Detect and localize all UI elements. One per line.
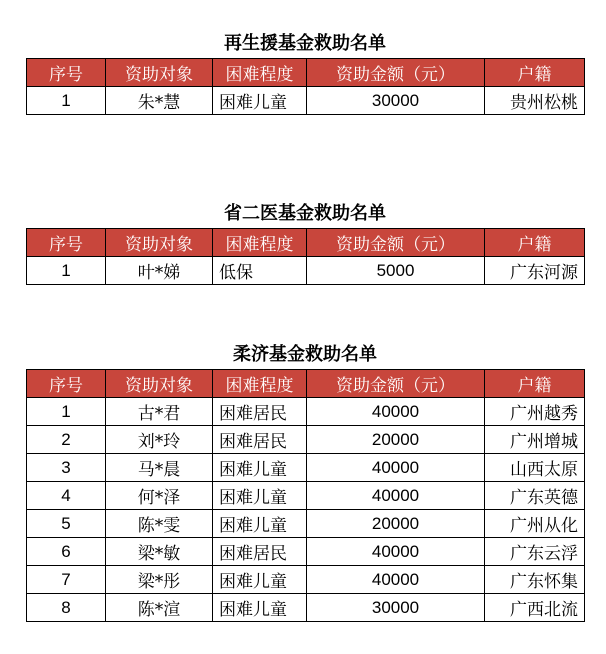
- row-number-cell: 6: [27, 538, 106, 566]
- column-header: 序号: [27, 59, 106, 87]
- column-header: 资助金额（元）: [307, 229, 485, 257]
- table-row: [27, 594, 585, 622]
- difficulty-level-cell: 困难居民: [213, 398, 307, 426]
- column-header: 资助金额（元）: [307, 370, 485, 398]
- aid-amount-cell: 5000: [307, 257, 485, 285]
- row-number-cell: 1: [27, 398, 106, 426]
- recipient-name-cell: 马*晨: [106, 454, 213, 482]
- column-header: 资助对象: [106, 370, 213, 398]
- table-row: [27, 482, 585, 510]
- hukou-cell: 广州从化: [485, 510, 585, 538]
- table-row: [27, 87, 585, 115]
- table-row: [27, 538, 585, 566]
- section-title: 柔济基金救助名单: [233, 344, 377, 365]
- recipient-name-cell: 何*泽: [106, 482, 213, 510]
- difficulty-level-cell: 困难居民: [213, 538, 307, 566]
- table-row: [27, 510, 585, 538]
- aid-amount-cell: 20000: [307, 510, 485, 538]
- aid-table: [26, 58, 585, 115]
- header-row: [27, 370, 585, 398]
- recipient-name-cell: 刘*玲: [106, 426, 213, 454]
- column-header: 困难程度: [213, 59, 307, 87]
- difficulty-level-cell: 困难居民: [213, 426, 307, 454]
- aid-amount-cell: 20000: [307, 426, 485, 454]
- difficulty-level-cell: 困难儿童: [213, 510, 307, 538]
- column-header: 资助对象: [106, 229, 213, 257]
- header-row: [27, 229, 585, 257]
- table-row: [27, 398, 585, 426]
- recipient-name-cell: 古*君: [106, 398, 213, 426]
- hukou-cell: 广东怀集: [485, 566, 585, 594]
- table-row: [27, 454, 585, 482]
- column-header: 序号: [27, 370, 106, 398]
- difficulty-level-cell: 低保: [213, 257, 307, 285]
- hukou-cell: 贵州松桃: [485, 87, 585, 115]
- hukou-cell: 广东河源: [485, 257, 585, 285]
- recipient-name-cell: 梁*敏: [106, 538, 213, 566]
- column-header: 序号: [27, 229, 106, 257]
- row-number-cell: 1: [27, 257, 106, 285]
- recipient-name-cell: 朱*慧: [106, 87, 213, 115]
- column-header: 户籍: [485, 229, 585, 257]
- table-row: [27, 257, 585, 285]
- aid-amount-cell: 40000: [307, 398, 485, 426]
- recipient-name-cell: 陈*雯: [106, 510, 213, 538]
- column-header: 困难程度: [213, 370, 307, 398]
- table-section-zaishengyuan: [26, 30, 584, 115]
- row-number-cell: 4: [27, 482, 106, 510]
- table-section-rouji: [26, 341, 584, 622]
- table-row: [27, 426, 585, 454]
- hukou-cell: 广州越秀: [485, 398, 585, 426]
- row-number-cell: 2: [27, 426, 106, 454]
- row-number-cell: 1: [27, 87, 106, 115]
- aid-amount-cell: 40000: [307, 482, 485, 510]
- column-header: 困难程度: [213, 229, 307, 257]
- column-header: 资助金额（元）: [307, 59, 485, 87]
- recipient-name-cell: 陈*渲: [106, 594, 213, 622]
- column-header: 户籍: [485, 59, 585, 87]
- table-section-shengeryi: [26, 200, 584, 285]
- hukou-cell: 广东云浮: [485, 538, 585, 566]
- header-row: [27, 59, 585, 87]
- hukou-cell: 山西太原: [485, 454, 585, 482]
- hukou-cell: 广东英德: [485, 482, 585, 510]
- column-header: 户籍: [485, 370, 585, 398]
- row-number-cell: 8: [27, 594, 106, 622]
- difficulty-level-cell: 困难儿童: [213, 594, 307, 622]
- aid-table: [26, 228, 585, 285]
- recipient-name-cell: 梁*彤: [106, 566, 213, 594]
- difficulty-level-cell: 困难儿童: [213, 482, 307, 510]
- aid-amount-cell: 30000: [307, 594, 485, 622]
- table-row: [27, 566, 585, 594]
- hukou-cell: 广州增城: [485, 426, 585, 454]
- section-title: 省二医基金救助名单: [224, 203, 386, 224]
- recipient-name-cell: 叶*娣: [106, 257, 213, 285]
- difficulty-level-cell: 困难儿童: [213, 454, 307, 482]
- aid-amount-cell: 40000: [307, 566, 485, 594]
- row-number-cell: 5: [27, 510, 106, 538]
- hukou-cell: 广西北流: [485, 594, 585, 622]
- aid-amount-cell: 40000: [307, 454, 485, 482]
- aid-amount-cell: 40000: [307, 538, 485, 566]
- difficulty-level-cell: 困难儿童: [213, 566, 307, 594]
- column-header: 资助对象: [106, 59, 213, 87]
- row-number-cell: 7: [27, 566, 106, 594]
- section-title: 再生援基金救助名单: [224, 33, 386, 54]
- difficulty-level-cell: 困难儿童: [213, 87, 307, 115]
- aid-amount-cell: 30000: [307, 87, 485, 115]
- aid-table: [26, 369, 585, 622]
- row-number-cell: 3: [27, 454, 106, 482]
